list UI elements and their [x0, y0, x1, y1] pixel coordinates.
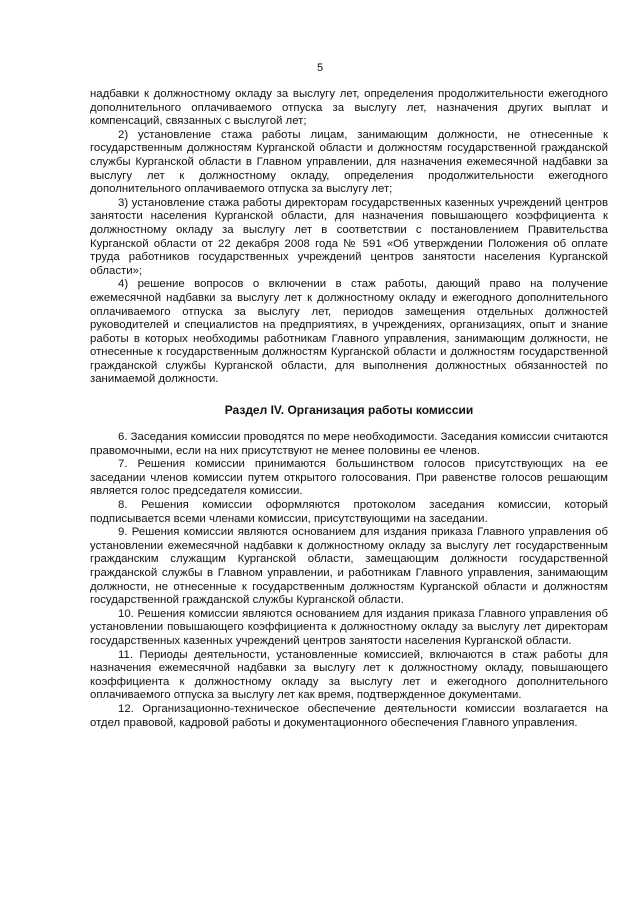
paragraph: 2) установление стажа работы лицам, занимающим должности, не отнесенные к государственным должностям Курганской области и должностям государственной гражданской службы Курганской области в Главном управлении, для назначения ежемесячной надбавки за выслугу лет к должностному окладу, определения продолжительности ежегодного дополнительного оплачиваемого отпуска за выслугу лет;	[90, 128, 608, 196]
paragraph: 10. Решения комиссии являются основанием для издания приказа Главного управления об установлении повышающего коэффициента к должностному окладу за выслугу лет директорам государственных казенных учреждений центров занятости населения Курганской области.	[90, 607, 608, 647]
paragraph: 12. Организационно-техническое обеспечение деятельности комиссии возлагается на отдел правовой, кадровой работы и документационного обеспечения Главного управления.	[90, 702, 608, 729]
paragraph: 8. Решения комиссии оформляются протоколом заседания комиссии, который подписывается всеми членами комиссии, присутствующими на заседании.	[90, 499, 608, 525]
document-body	[90, 88, 608, 730]
paragraph: 4) решение вопросов о включении в стаж работы, дающий право на получение ежемесячной надбавки за выслугу лет к должностному окладу и ежегодного дополнительного оплачиваемого отпуска за выслугу лет, периодов замещения отдельных должностей руководителей и специалистов на предприятиях, в учреждениях, организациях, опыт и знание работы в которых необходимы работникам Главного управления, занимающим должности, не отнесенные к государственным должностям Курганской области и должностям государственной гражданской службы Курганской области, для выполнения должностных обязанностей по занимаемой должности.	[90, 278, 608, 386]
paragraph: 3) установление стажа работы директорам государственных казенных учреждений центров занятости населения Курганской области, для назначения повышающего коэффициента к должностному окладу за выслугу лет в соответствии с постановлением Правительства Курганской области от 22 декабря 2008 года № 591 «Об утверждении Положения об оплате труда работников государственных учреждений центров занятости населения Курганской области»;	[90, 196, 608, 277]
paragraph: 9. Решения комиссии являются основанием для издания приказа Главного управления об установлении ежемесячной надбавки к должностному окладу за выслугу лет государственным гражданским служащим Курганской области, замещающим должности государственной гражданской службы в Главном управлении, и работникам Главного управления, занимающим должности, не отнесенные к государственным должностям Курганской области и должностям государственной гражданской службы Курганской области.	[90, 526, 608, 607]
paragraph: 6. Заседания комиссии проводятся по мере необходимости. Заседания комиссии считаются правомочными, если на них присутствуют не менее половины ее членов.	[90, 431, 608, 457]
paragraph: 7. Решения комиссии принимаются большинством голосов присутствующих на ее заседании членов комиссии путем открытого голосования. При равенстве голосов решающим является голос председателя комиссии.	[90, 458, 608, 498]
page-number: 5	[316, 62, 324, 74]
paragraph: надбавки к должностному окладу за выслугу лет, определения продолжительности ежегодного дополнительного оплачиваемого отпуска за выслугу лет, назначения других выплат и компенсаций, связанных с выслугой лет;	[90, 88, 608, 128]
section-heading: Раздел IV. Организация работы комиссии	[224, 403, 474, 418]
paragraph: 11. Периоды деятельности, установленные комиссией, включаются в стаж работы для назначения ежемесячной надбавки за выслугу лет к должностному окладу, повышающего коэффициента к должностному окладу за выслугу лет и ежегодного дополнительного оплачиваемого отпуска за выслугу лет как время, подтвержденное документами.	[90, 648, 608, 702]
